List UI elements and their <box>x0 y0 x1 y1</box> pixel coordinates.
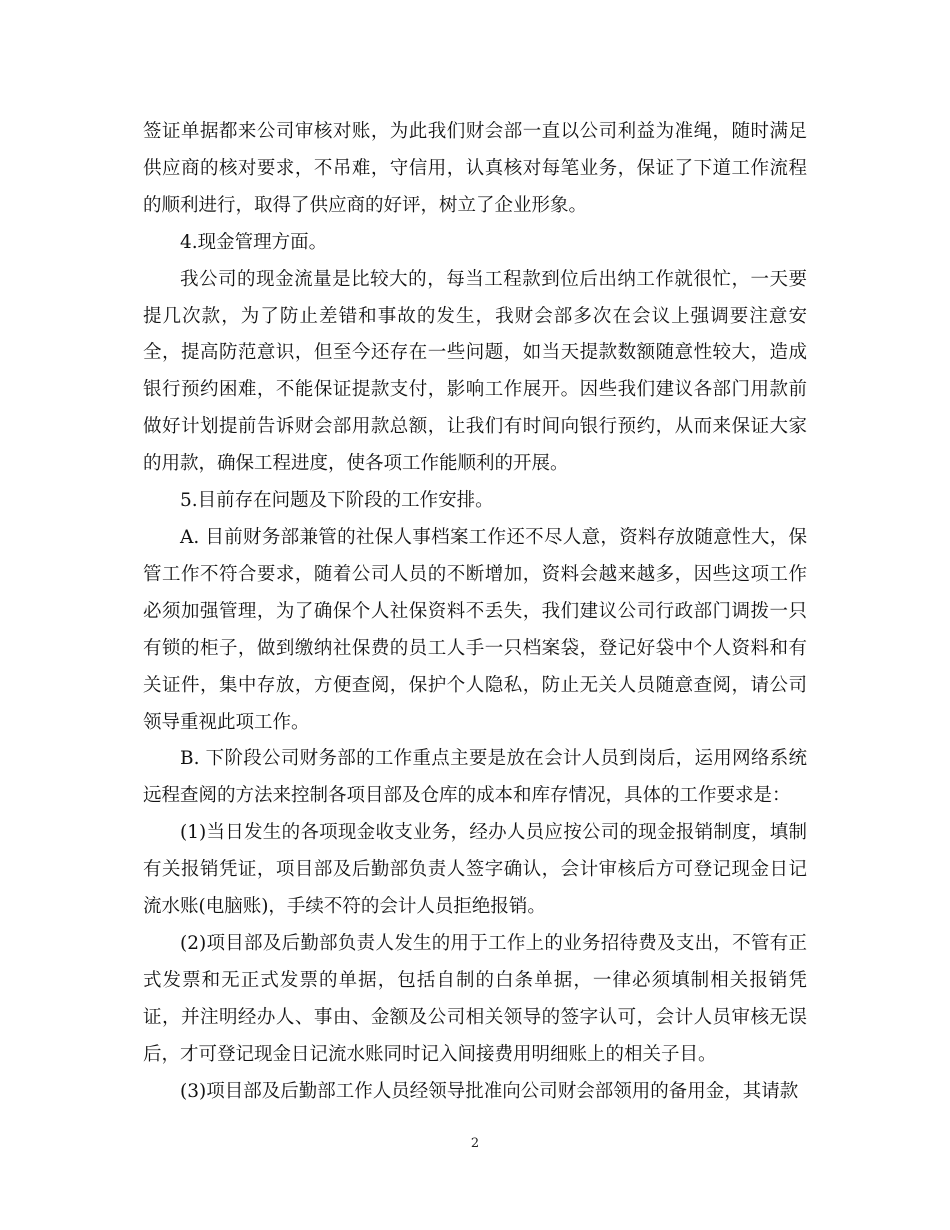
paragraph-requirement-2: (2)项目部及后勤部负责人发生的用于工作上的业务招待费及支出，不管有正式发票和无正式发票的单据，包括自制的白条单据，一律必须填制相关报销凭证，并注明经办人、事由、金额及公司相关领导的签字认可，会计人员审核无误后，才可登记现金日记流水账同时记入间接费用明细账上的相关子目。 <box>143 932 807 1065</box>
heading-cash-management: 4.现金管理方面。 <box>180 231 328 253</box>
paragraph-item-a: A. 目前财务部兼管的社保人事档案工作还不尽人意，资料存放随意性大，保管工作不符合要求，随着公司人员的不断增加，资料会越来越多，因些这项工作必须加强管理，为了确保个人社保资料不丢失，我们建议公司行政部门调拨一只有锁的柜子，做到缴纳社保费的员工人手一只档案袋，登记好袋中个人资料和有关证件，集中存放，方便查阅，保护个人隐私，防止无关人员随意查阅，请公司领导重视此项工作。 <box>143 526 807 733</box>
page-number: 2 <box>470 1136 480 1151</box>
paragraph-item-b: B. 下阶段公司财务部的工作重点主要是放在会计人员到岗后，运用网络系统远程查阅的方法来控制各项目部及仓库的成本和库存情况，具体的工作要求是： <box>143 748 807 807</box>
paragraph-supplier-reconciliation: 签证单据都来公司审核对账，为此我们财会部一直以公司利益为准绳，随时满足供应商的核对要求，不吊难，守信用，认真核对每笔业务，保证了下道工作流程的顺利进行，取得了供应商的好评，树立了企业形象。 <box>143 121 807 216</box>
document-body <box>143 114 807 1110</box>
paragraph-cash-flow: 我公司的现金流量是比较大的，每当工程款到位后出纳工作就很忙，一天要提几次款，为了防止差错和事故的发生，我财会部多次在会议上强调要注意安全，提高防范意识，但至今还存在一些问题，如当天提款数额随意性较大，造成银行预约困难，不能保证提款支付，影响工作展开。因些我们建议各部门用款前做好计划提前告诉财会部用款总额，让我们有时间向银行预约，从而来保证大家的用款，确保工程进度，使各项工作能顺利的开展。 <box>143 268 807 475</box>
paragraph-requirement-1: (1)当日发生的各项现金收支业务，经办人员应按公司的现金报销制度，填制有关报销凭证，项目部及后勤部负责人签字确认，会计审核后方可登记现金日记流水账(电脑账)，手续不符的会计人员拒绝报销。 <box>143 822 807 918</box>
heading-current-issues: 5.目前存在问题及下阶段的工作安排。 <box>180 490 494 512</box>
paragraph-requirement-3: (3)项目部及后勤部工作人员经领导批准向公司财会部领用的备用金，其请款 <box>180 1080 799 1102</box>
